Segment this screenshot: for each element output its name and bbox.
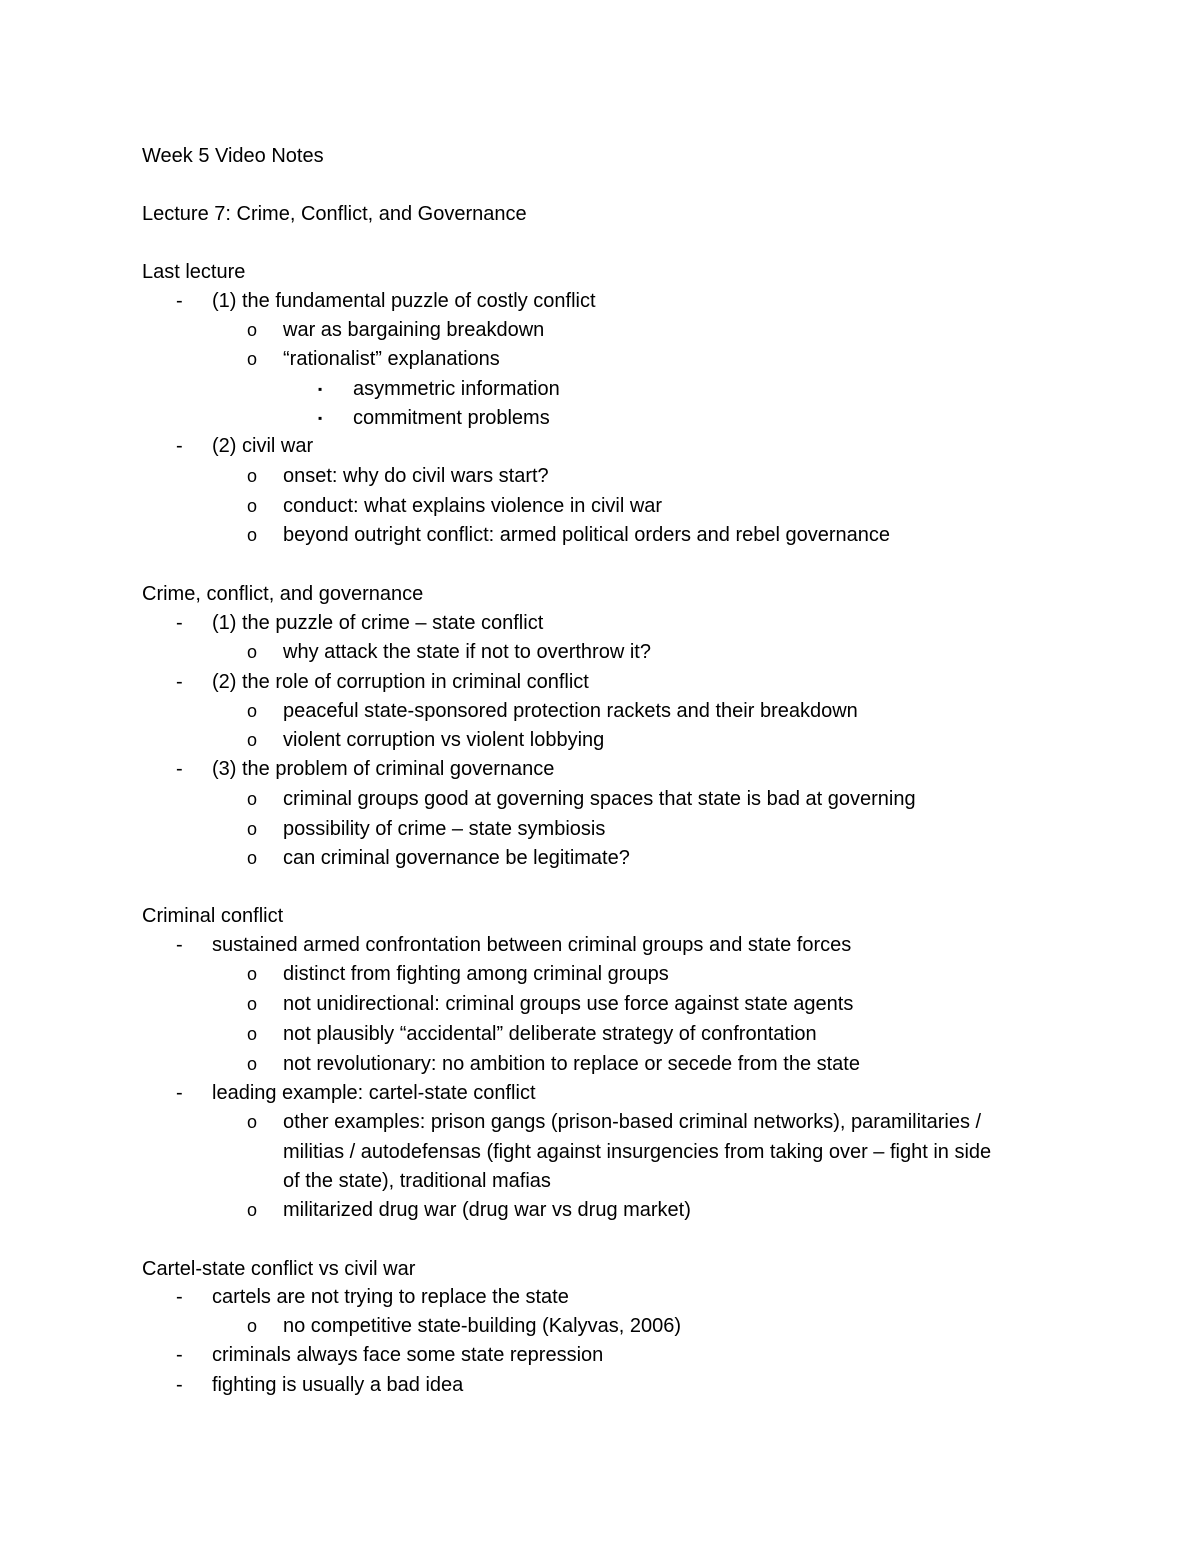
list-item: commitment problems (353, 407, 550, 429)
dash-bullet: - (176, 612, 183, 634)
list-item: (2) civil war (212, 435, 314, 457)
circle-bullet: o (247, 848, 258, 868)
circle-bullet: o (247, 701, 258, 721)
list-item: cartels are not trying to replace the state (212, 1286, 569, 1308)
dash-bullet: - (176, 1344, 183, 1366)
dash-bullet: - (176, 671, 183, 693)
circle-bullet: o (247, 320, 258, 340)
circle-bullet: o (247, 819, 258, 839)
dash-bullet: - (176, 758, 183, 780)
square-bullet: ▪ (318, 382, 323, 396)
list-item: (2) the role of corruption in criminal conflict (212, 671, 589, 693)
circle-bullet: o (247, 1112, 258, 1132)
list-item: criminal groups good at governing spaces that state is bad at governing (283, 788, 916, 810)
list-item: possibility of crime – state symbiosis (283, 818, 606, 840)
list-item-continuation: militias / autodefensas (fight against insurgencies from taking over – fight in side (283, 1141, 992, 1163)
list-item: “rationalist” explanations (283, 348, 500, 370)
list-item: not plausibly “accidental” deliberate strategy of confrontation (283, 1023, 817, 1045)
dash-bullet: - (176, 1374, 183, 1396)
list-item: onset: why do civil wars start? (283, 465, 549, 487)
list-item: not unidirectional: criminal groups use force against state agents (283, 993, 854, 1015)
dash-bullet: - (176, 1286, 183, 1308)
list-item: sustained armed confrontation between criminal groups and state forces (212, 934, 852, 956)
document-title: Week 5 Video Notes (142, 145, 324, 167)
dash-bullet: - (176, 435, 183, 457)
circle-bullet: o (247, 496, 258, 516)
list-item-continuation: of the state), traditional mafias (283, 1170, 551, 1192)
list-item: violent corruption vs violent lobbying (283, 729, 605, 751)
dash-bullet: - (176, 934, 183, 956)
circle-bullet: o (247, 642, 258, 662)
circle-bullet: o (247, 730, 258, 750)
list-item: war as bargaining breakdown (283, 319, 545, 341)
circle-bullet: o (247, 789, 258, 809)
list-item: (3) the problem of criminal governance (212, 758, 555, 780)
list-item: beyond outright conflict: armed political orders and rebel governance (283, 524, 891, 546)
list-item: why attack the state if not to overthrow it? (283, 641, 651, 663)
circle-bullet: o (247, 1054, 258, 1074)
list-item: (1) the puzzle of crime – state conflict (212, 612, 544, 634)
lecture-title: Lecture 7: Crime, Conflict, and Governance (142, 203, 527, 225)
circle-bullet: o (247, 1316, 258, 1336)
circle-bullet: o (247, 525, 258, 545)
section-heading: Criminal conflict (142, 905, 284, 927)
list-item: no competitive state-building (Kalyvas, 2006) (283, 1315, 681, 1337)
square-bullet: ▪ (318, 411, 323, 425)
dash-bullet: - (176, 290, 183, 312)
circle-bullet: o (247, 1024, 258, 1044)
list-item: criminals always face some state repression (212, 1344, 604, 1366)
circle-bullet: o (247, 466, 258, 486)
section-heading: Last lecture (142, 261, 246, 283)
list-item: fighting is usually a bad idea (212, 1374, 464, 1396)
list-item: (1) the fundamental puzzle of costly conflict (212, 290, 596, 312)
list-item: distinct from fighting among criminal groups (283, 963, 669, 985)
list-item: militarized drug war (drug war vs drug market) (283, 1199, 691, 1221)
list-item: other examples: prison gangs (prison-based criminal networks), paramilitaries / (283, 1111, 982, 1133)
list-item: asymmetric information (353, 378, 560, 400)
circle-bullet: o (247, 964, 258, 984)
circle-bullet: o (247, 349, 258, 369)
list-item: conduct: what explains violence in civil war (283, 495, 663, 517)
circle-bullet: o (247, 1200, 258, 1220)
dash-bullet: - (176, 1082, 183, 1104)
list-item: not revolutionary: no ambition to replace or secede from the state (283, 1053, 860, 1075)
list-item: can criminal governance be legitimate? (283, 847, 630, 869)
list-item: peaceful state-sponsored protection rackets and their breakdown (283, 700, 858, 722)
circle-bullet: o (247, 994, 258, 1014)
section-heading: Cartel-state conflict vs civil war (142, 1258, 416, 1280)
section-heading: Crime, conflict, and governance (142, 583, 424, 605)
list-item: leading example: cartel-state conflict (212, 1082, 536, 1104)
